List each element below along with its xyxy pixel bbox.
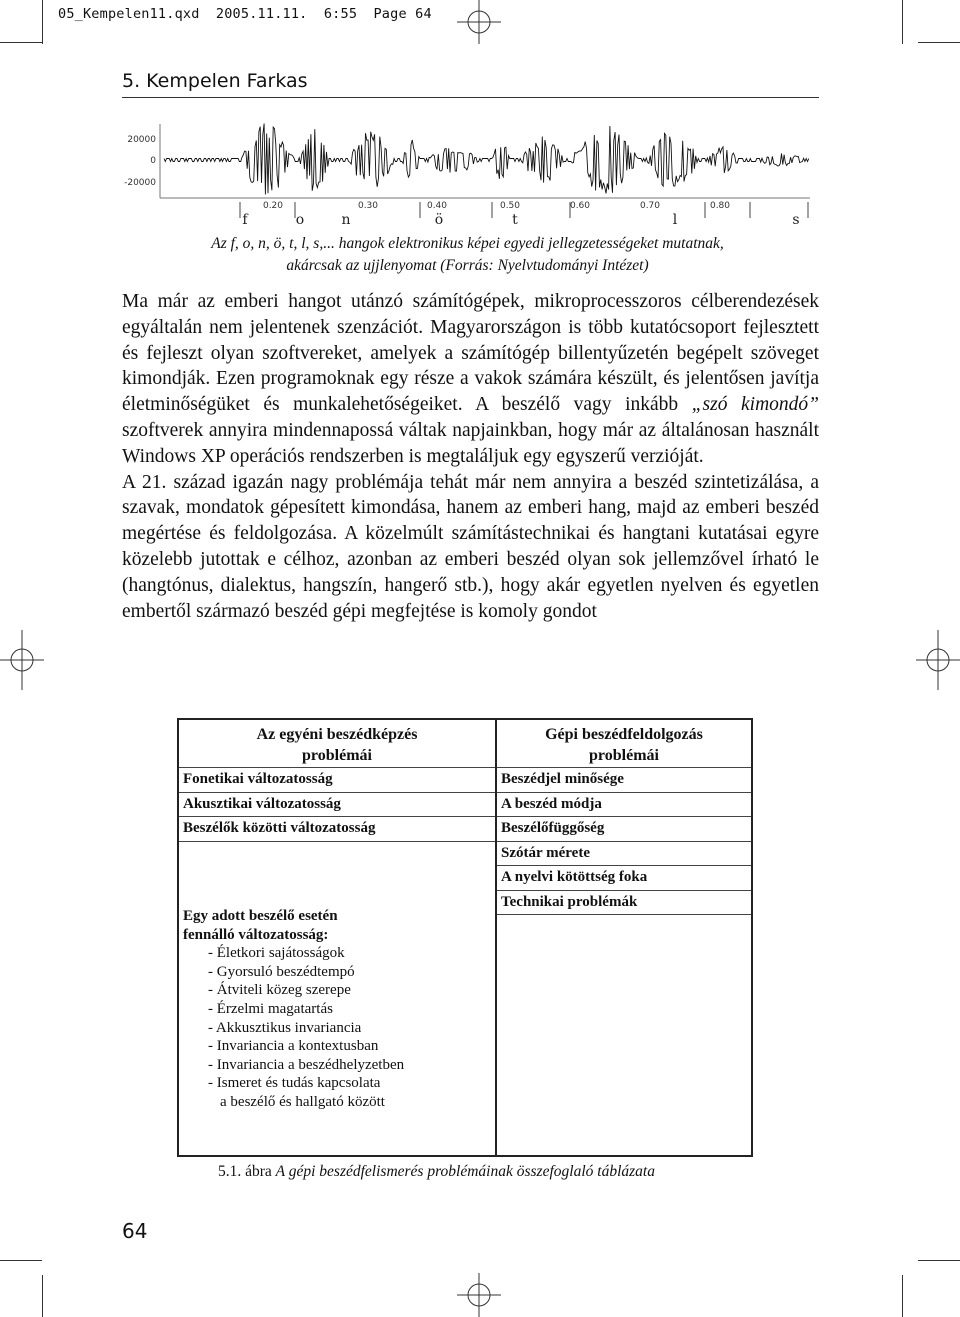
registration-mark-top [449, 0, 509, 44]
slug-page: Page 64 [373, 6, 432, 22]
phoneme-label: s [792, 212, 800, 228]
phoneme-label: l [672, 212, 678, 228]
phoneme-label: ö [434, 212, 444, 228]
figure-caption-text: A gépi beszédfelismerés problémáinak összefoglaló táblázata [275, 1163, 655, 1180]
column-header [179, 720, 495, 767]
column-header-line: problémái [589, 747, 659, 764]
list-item: - Invariancia a kontextusban [208, 1038, 379, 1055]
paragraph: A 21. század igazán nagy problémája tehát már nem annyira a beszéd szintetizálása, a szavak, mondatok gépesített kimondása, hanem az emberi hang, majd az emberi beszéd megértése és feldolgozása. A közelmúlt számítástechnikai és hangtani kutatásai egyre közelebb jutottak e célhoz, azonban az emberi beszéd olyan sok jellemzővel írható le (hangtónus, dialektus, hangszín, hangerő stb.), hogy akár egyetlen nyelven és egyetlen embertől származó beszéd gépi megfejtése is komoly gondot [122, 471, 819, 622]
figure-number: 5.1. ábra [218, 1163, 272, 1180]
phoneme-label: o [295, 212, 305, 228]
list-item: - Invariancia a beszédhelyzetben [208, 1056, 405, 1073]
phoneme-label: f [242, 212, 248, 228]
table-row: Technikai problémák [497, 890, 751, 916]
table-row: A beszéd módja [497, 792, 751, 817]
list-item: - Életkori sajátosságok [208, 945, 345, 962]
table-row: Beszélőfüggőség [497, 816, 751, 841]
phoneme-label: n [341, 212, 351, 228]
list-item: - Gyorsuló beszédtempó [208, 963, 355, 980]
running-head: 5. Kempelen Farkas [122, 70, 308, 92]
caption-line: akárcsak az ujjlenyomat (Forrás: Nyelvtudományi Intézet) [286, 257, 649, 274]
paragraph-text: Ma már az emberi hangot utánzó számítógépek, mikroprocesszoros célberendezések egyáltalán nem jelentenek szenzációt. Magyarországon is több kutatócsoport fejlesztett és fejleszt olyan szoftvereket, amelyek a számítógép billentyűzetén begépelt szöveget kimondják. Ezen programoknak egy része a vakok számára készült, és jelentősen javítja életminőségüket és munkalehetőségeiket. A beszélő vagy inkább [122, 291, 819, 416]
slug-filename: 05_Kempelen11.qxd [58, 6, 200, 22]
body-text [122, 289, 819, 624]
list-item: - Akkusztikus invariancia [208, 1019, 362, 1036]
x-tick-label: 0.40 [426, 201, 448, 211]
registration-mark-bottom [449, 1273, 509, 1317]
phoneme-label: t [512, 212, 518, 228]
figure-caption-bottom [218, 1163, 655, 1181]
crop-mark [918, 42, 960, 43]
list-item: - Ismeret és tudás kapcsolata [208, 1075, 381, 1092]
column-header-line: Az egyéni beszédképzés [256, 726, 418, 743]
y-tick-label: 0 [150, 156, 156, 166]
block-title: fennálló változatosság: [183, 926, 329, 943]
column-header [497, 720, 751, 767]
list-item: - Érzelmi magatartás [208, 1000, 333, 1017]
print-slug [58, 6, 432, 22]
summary-table [177, 718, 753, 1157]
speaker-variability-block [183, 907, 404, 1112]
crop-mark [902, 1275, 903, 1317]
table-row: Beszédjel minősége [497, 767, 751, 792]
caption-line: Az f, o, n, ö, t, l, s,... hangok elektronikus képei egyedi jellegzetességeket mutatnak, [211, 235, 724, 252]
figure-caption-top [140, 233, 795, 277]
x-tick-label: 0.20 [262, 201, 284, 211]
table-column-right [497, 720, 751, 1155]
crop-mark [42, 1275, 43, 1317]
crop-mark [42, 0, 43, 44]
slug-date: 2005.11.11. [215, 6, 308, 22]
x-tick-label: 0.70 [639, 201, 661, 211]
table-row: Beszélők közötti változatosság [179, 816, 495, 842]
x-tick-label: 0.30 [357, 201, 379, 211]
crop-mark [0, 1260, 42, 1261]
column-header-line: problémái [302, 747, 372, 764]
registration-mark-left [0, 630, 44, 690]
paragraph-text: szoftverek annyira mindennapossá váltak napjainkban, hogy már az általánosan használt Windows XP operációs rendszerben is megtaláljuk egy egyszerű verzióját. [122, 419, 819, 467]
emphasis-text: „szó kimondó” [691, 394, 819, 416]
block-title: Egy adott beszélő esetén [183, 908, 338, 924]
table-row: A nyelvi kötöttség foka [497, 865, 751, 890]
x-tick-label: 0.80 [709, 201, 731, 211]
crop-mark [918, 1260, 960, 1261]
list-item: a beszélő és hallgató között [220, 1093, 385, 1110]
table-row: Akusztikai változatosság [179, 792, 495, 817]
column-header-line: Gépi beszédfeldolgozás [545, 726, 703, 743]
header-rule [122, 97, 819, 98]
page-number: 64 [122, 1219, 148, 1243]
y-tick-label: -20000 [124, 178, 156, 188]
speech-waveform-figure [120, 118, 815, 230]
table-row: Fonetikai változatosság [179, 767, 495, 792]
table-row: Szótár mérete [497, 841, 751, 866]
x-tick-label: 0.60 [569, 201, 591, 211]
crop-mark [902, 0, 903, 44]
y-tick-label: 20000 [127, 135, 156, 145]
x-tick-label: 0.50 [499, 201, 521, 211]
crop-mark [0, 42, 42, 43]
paragraph [122, 289, 819, 470]
slug-time: 6:55 [323, 6, 358, 22]
list-item: - Átviteli közeg szerepe [208, 982, 351, 999]
table-column-left [179, 720, 497, 1155]
registration-mark-right [916, 630, 960, 690]
